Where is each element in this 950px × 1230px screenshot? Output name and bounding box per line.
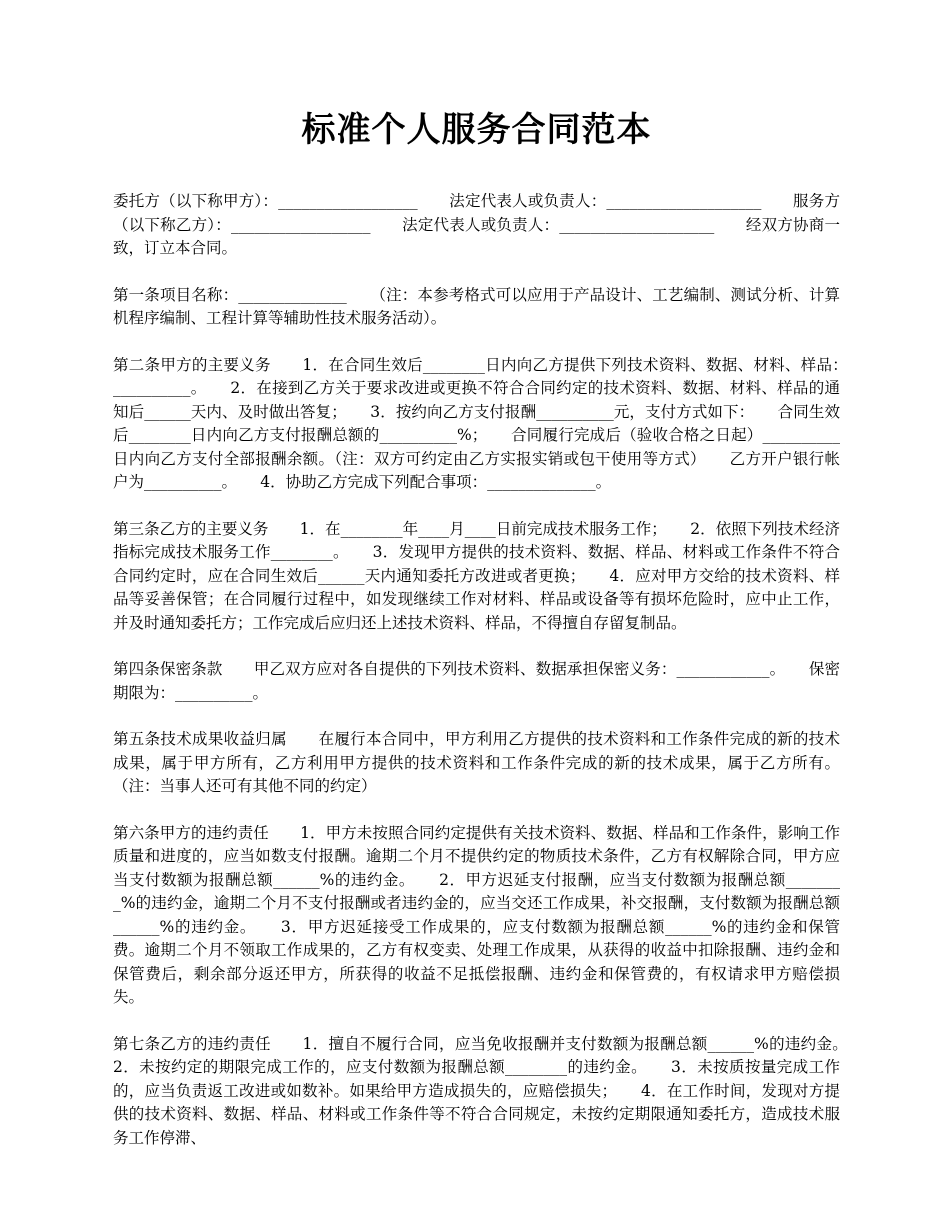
article-6-party-a-liability: 第六条甲方的违约责任 1．甲方未按照合同约定提供有关技术资料、数据、样品和工作条件，影响工作质量和进度的，应当如数支付报酬。逾期二个月不提供约定的物质技术条件，乙方有权解除合同，甲方应当支付数额为报酬总额______%的违约金。 2．甲方迟延支付报酬，应当支付数额为报酬总额________%的违约金，逾期二个月不支付报酬或者违约金的，应当交还工作成果，补交报酬，支付数额为报酬总额______%的违约金。 3．甲方迟延接受工作成果的，应支付数额为报酬总额______%的违约金和保管费。逾期二个月不领取工作成果的，乙方有权变卖、处理工作成果，从获得的收益中扣除报酬、违约金和保管费后，剩余部分返还甲方，所获得的收益不足抵偿报酬、违约金和保管费的，有权请求甲方赔偿损失。 [113,823,840,1006]
article-2-party-a-obligations: 第二条甲方的主要义务 1．在合同生效后________日内向乙方提供下列技术资料、数据、材料、样品： __________。 2．在接到乙方关于要求改进或更换不符合合同约定的技术资料、数据、材料、样品的通知后______天内、及时做出答复； 3．按约向乙方支付报酬__________元，支付方式如下： 合同生效后________日内向乙方支付报酬总额的__________%； 合同履行完成后（验收合格之日起）__________日内向乙方支付全部报酬余额。（注：双方可约定由乙方实报实销或包干使用等方式） 乙方开户银行帐户为__________。 4．协助乙方完成下列配合事项：______________。 [113,355,872,491]
article-7-party-b-liability: 第七条乙方的违约责任 1．擅自不履行合同，应当免收报酬并支付数额为报酬总额______%的违约金。 2．未按约定的期限完成工作的，应支付数额为报酬总额________的违约金。 3．未按质按量完成工作的，应当负责返工改进或如数补。如果给甲方造成损失的，应赔偿损失； 4．在工作时间，发现对方提供的技术资料、数据、样品、材料或工作条件等不符合合同规定，未按约定期限通知委托方，造成技术服务工作停滞、 [113,1034,872,1147]
article-1-project-name: 第一条项目名称：______________ （注：本参考格式可以应用于产品设计、工艺编制、测试分析、计算机程序编制、工程计算等辅助性技术服务活动）。 [113,285,840,327]
article-5-ownership: 第五条技术成果收益归属 在履行本合同中，甲方利用乙方提供的技术资料和工作条件完成的新的技术成果，属于甲方所有，乙方利用甲方提供的技术资料和工作条件完成的新的技术成果，属于乙方所有。（注：当事人还可有其他不同的约定） [113,730,840,795]
document-title: 标准个人服务合同范本 [301,110,652,150]
article-3-party-b-obligations: 第三条乙方的主要义务 1．在________年____月____日前完成技术服务工作； 2．依照下列技术经济指标完成技术服务工作________。 3．发现甲方提供的技术资料、数据、样品、材料或工作条件不符合合同约定时，应在合同生效后______天内通知委托方改进或者更换； 4．应对甲方交给的技术资料、样品等妥善保管；在合同履行过程中，如发现继续工作对材料、样品或设备等有损坏危险时，应中止工作，并及时通知委托方；工作完成后应归还上述技术资料、样品，不得擅自存留复制品。 [113,519,840,632]
article-4-confidentiality: 第四条保密条款 甲乙双方应对各自提供的下列技术资料、数据承担保密义务：____________。 保密期限为：__________。 [113,660,840,702]
parties-paragraph: 委托方（以下称甲方）：__________________ 法定代表人或负责人：____________________ 服务方（以下称乙方）：__________________ 法定代表人或负责人：____________________ 经双方协商一致，订立本合同。 [113,192,840,257]
contract-page [113,108,872,1173]
